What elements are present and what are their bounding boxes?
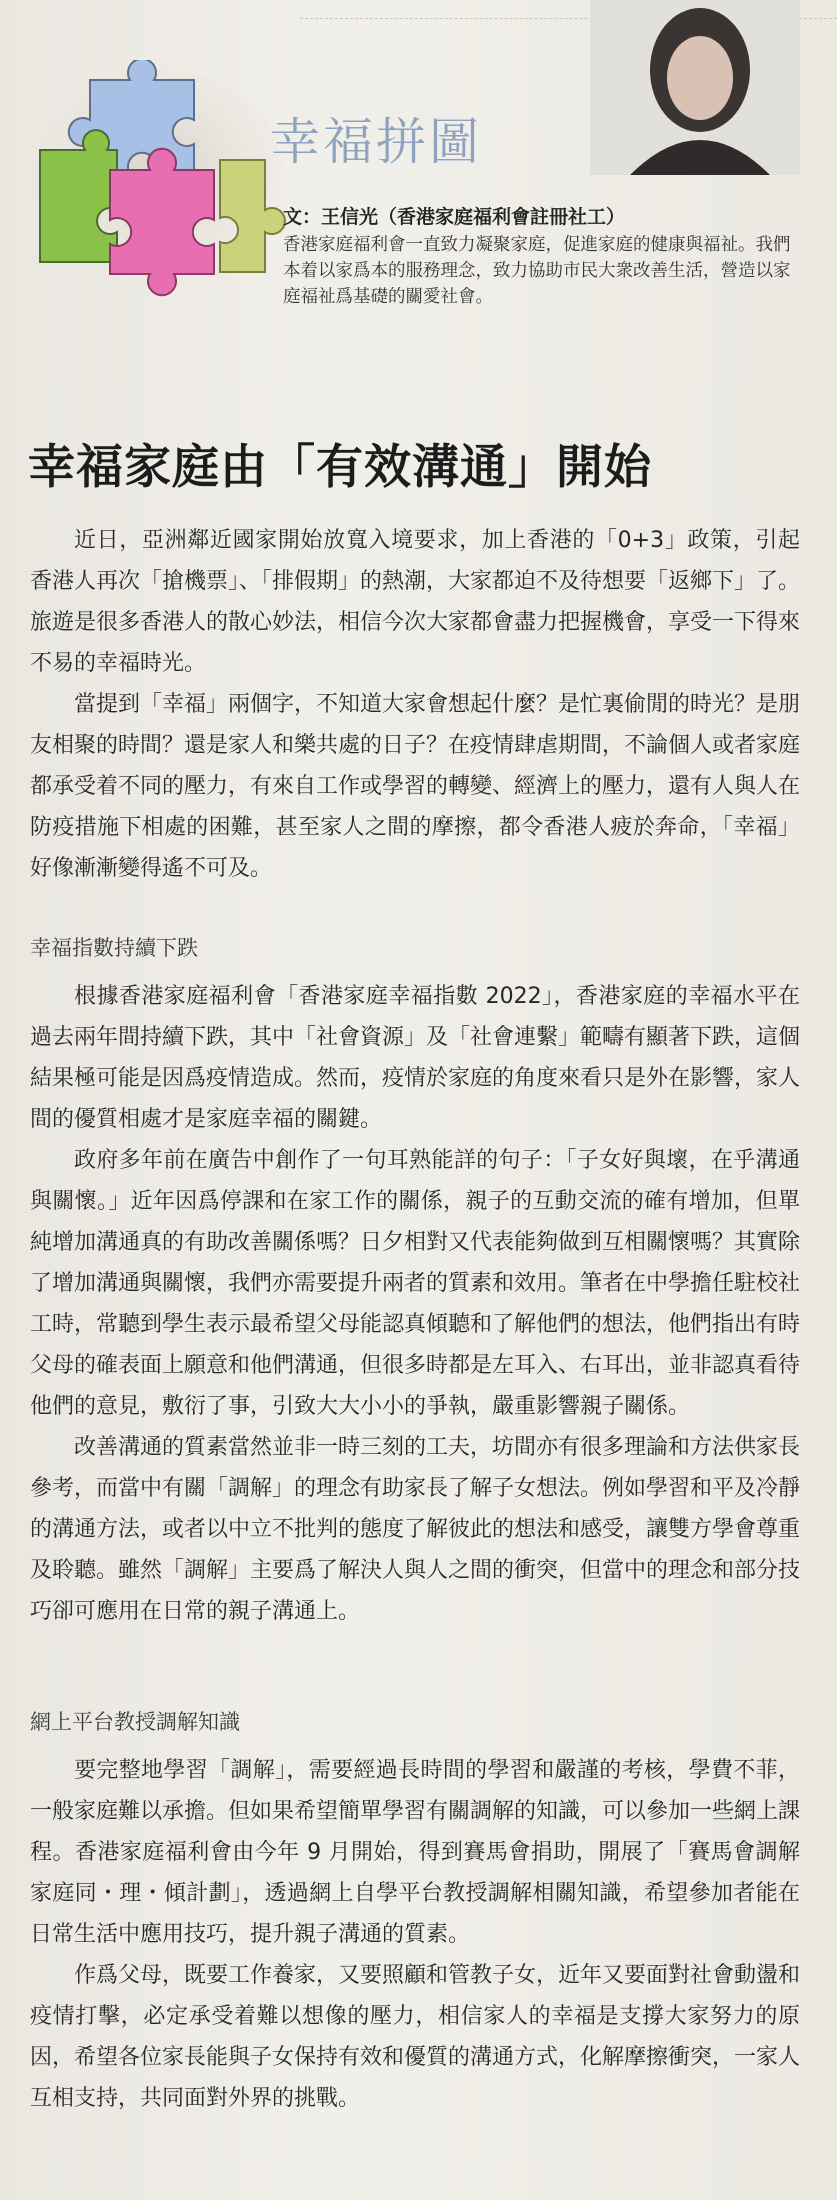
paragraph: 根據香港家庭福利會「香港家庭幸福指數 2022」，香港家庭的幸福水平在過去兩年間持續下跌，其中「社會資源」及「社會連繫」範疇有顯著下跌，這個結果極可能是因爲疫情造成。然而，疫情於家庭的角度來看只是外在影響，家人間的優質相處才是家庭幸福的關鍵。	[30, 984, 801, 1132]
column-header	[0, 0, 837, 340]
section-heading: 幸福指數持續下跌	[30, 936, 198, 960]
paragraph: 當提到「幸福」兩個字，不知道大家會想起什麼？是忙裏偷閒的時光？是朋友相聚的時間？還是家人和樂共處的日子？在疫情肆虐期間，不論個人或者家庭都承受着不同的壓力，有來自工作或學習的轉變、經濟上的壓力，還有人與人在防疫措施下相處的困難，甚至家人之間的摩擦，都令香港人疲於奔命，「幸福」好像漸漸變得遙不可及。	[30, 692, 801, 881]
article-section-2	[30, 1690, 800, 2119]
author-photo	[590, 0, 800, 175]
paragraph: 改善溝通的質素當然並非一時三刻的工夫，坊間亦有很多理論和方法供家長參考，而當中有關「調解」的理念有助家長了解子女想法。例如學習和平及冷靜的溝通方法，或者以中立不批判的態度了解彼此的想法和感受，讓雙方學會尊重及聆聽。雖然「調解」主要爲了解決人與人之間的衝突，但當中的理念和部分技巧卻可應用在日常的親子溝通上。	[30, 1435, 801, 1624]
author-byline: 文：王信光（香港家庭福利會註冊社工）	[283, 206, 626, 228]
article-intro	[30, 520, 800, 889]
section-heading: 網上平台教授調解知識	[30, 1710, 240, 1734]
author-bio: 香港家庭福利會一直致力凝聚家庭，促進家庭的健康與福祉。我們本着以家爲本的服務理念，致力協助市民大衆改善生活，營造以家庭福祉爲基礎的關愛社會。	[283, 235, 791, 307]
puzzle-illustration	[30, 60, 290, 300]
paragraph: 政府多年前在廣告中創作了一句耳熟能詳的句子：「子女好與壞，在乎溝通與關懷。」近年因爲停課和在家工作的關係，親子的互動交流的確有增加，但單純增加溝通真的有助改善關係嗎？日夕相對又代表能夠做到互相關懷嗎？其實除了增加溝通與關懷，我們亦需要提升兩者的質素和效用。筆者在中學擔任駐校社工時，常聽到學生表示最希望父母能認真傾聽和了解他們的想法，他們指出有時父母的確表面上願意和他們溝通，但很多時都是左耳入、右耳出，並非認真看待他們的意見，敷衍了事，引致大大小小的爭執，嚴重影響親子關係。	[30, 1148, 801, 1419]
article-headline: 幸福家庭由「有效溝通」開始	[28, 440, 652, 495]
article-section-1	[30, 916, 800, 1632]
paragraph: 近日，亞洲鄰近國家開始放寬入境要求，加上香港的「0+3」政策，引起香港人再次「搶機票」、「排假期」的熱潮，大家都迫不及待想要「返鄉下」了。旅遊是很多香港人的散心妙法，相信今次大家都會盡力把握機會，享受一下得來不易的幸福時光。	[30, 528, 801, 676]
paragraph: 要完整地學習「調解」，需要經過長時間的學習和嚴謹的考核，學費不菲，一般家庭難以承擔。但如果希望簡單學習有關調解的知識，可以參加一些網上課程。香港家庭福利會由今年 9 月開始，得到賽馬會捐助，開展了「賽馬會調解家庭同・理・傾計劃」，透過網上自學平台教授調解相關知識，希望參加者能在日常生活中應用技巧，提升親子溝通的質素。	[30, 1758, 801, 1947]
paragraph: 作爲父母，既要工作養家，又要照顧和管教子女，近年又要面對社會動盪和疫情打擊，必定承受着難以想像的壓力，相信家人的幸福是支撐大家努力的原因，希望各位家長能與子女保持有效和優質的溝通方式，化解摩擦衝突，一家人互相支持，共同面對外界的挑戰。	[30, 1963, 801, 2111]
column-title: 幸福拼圖	[270, 113, 482, 171]
